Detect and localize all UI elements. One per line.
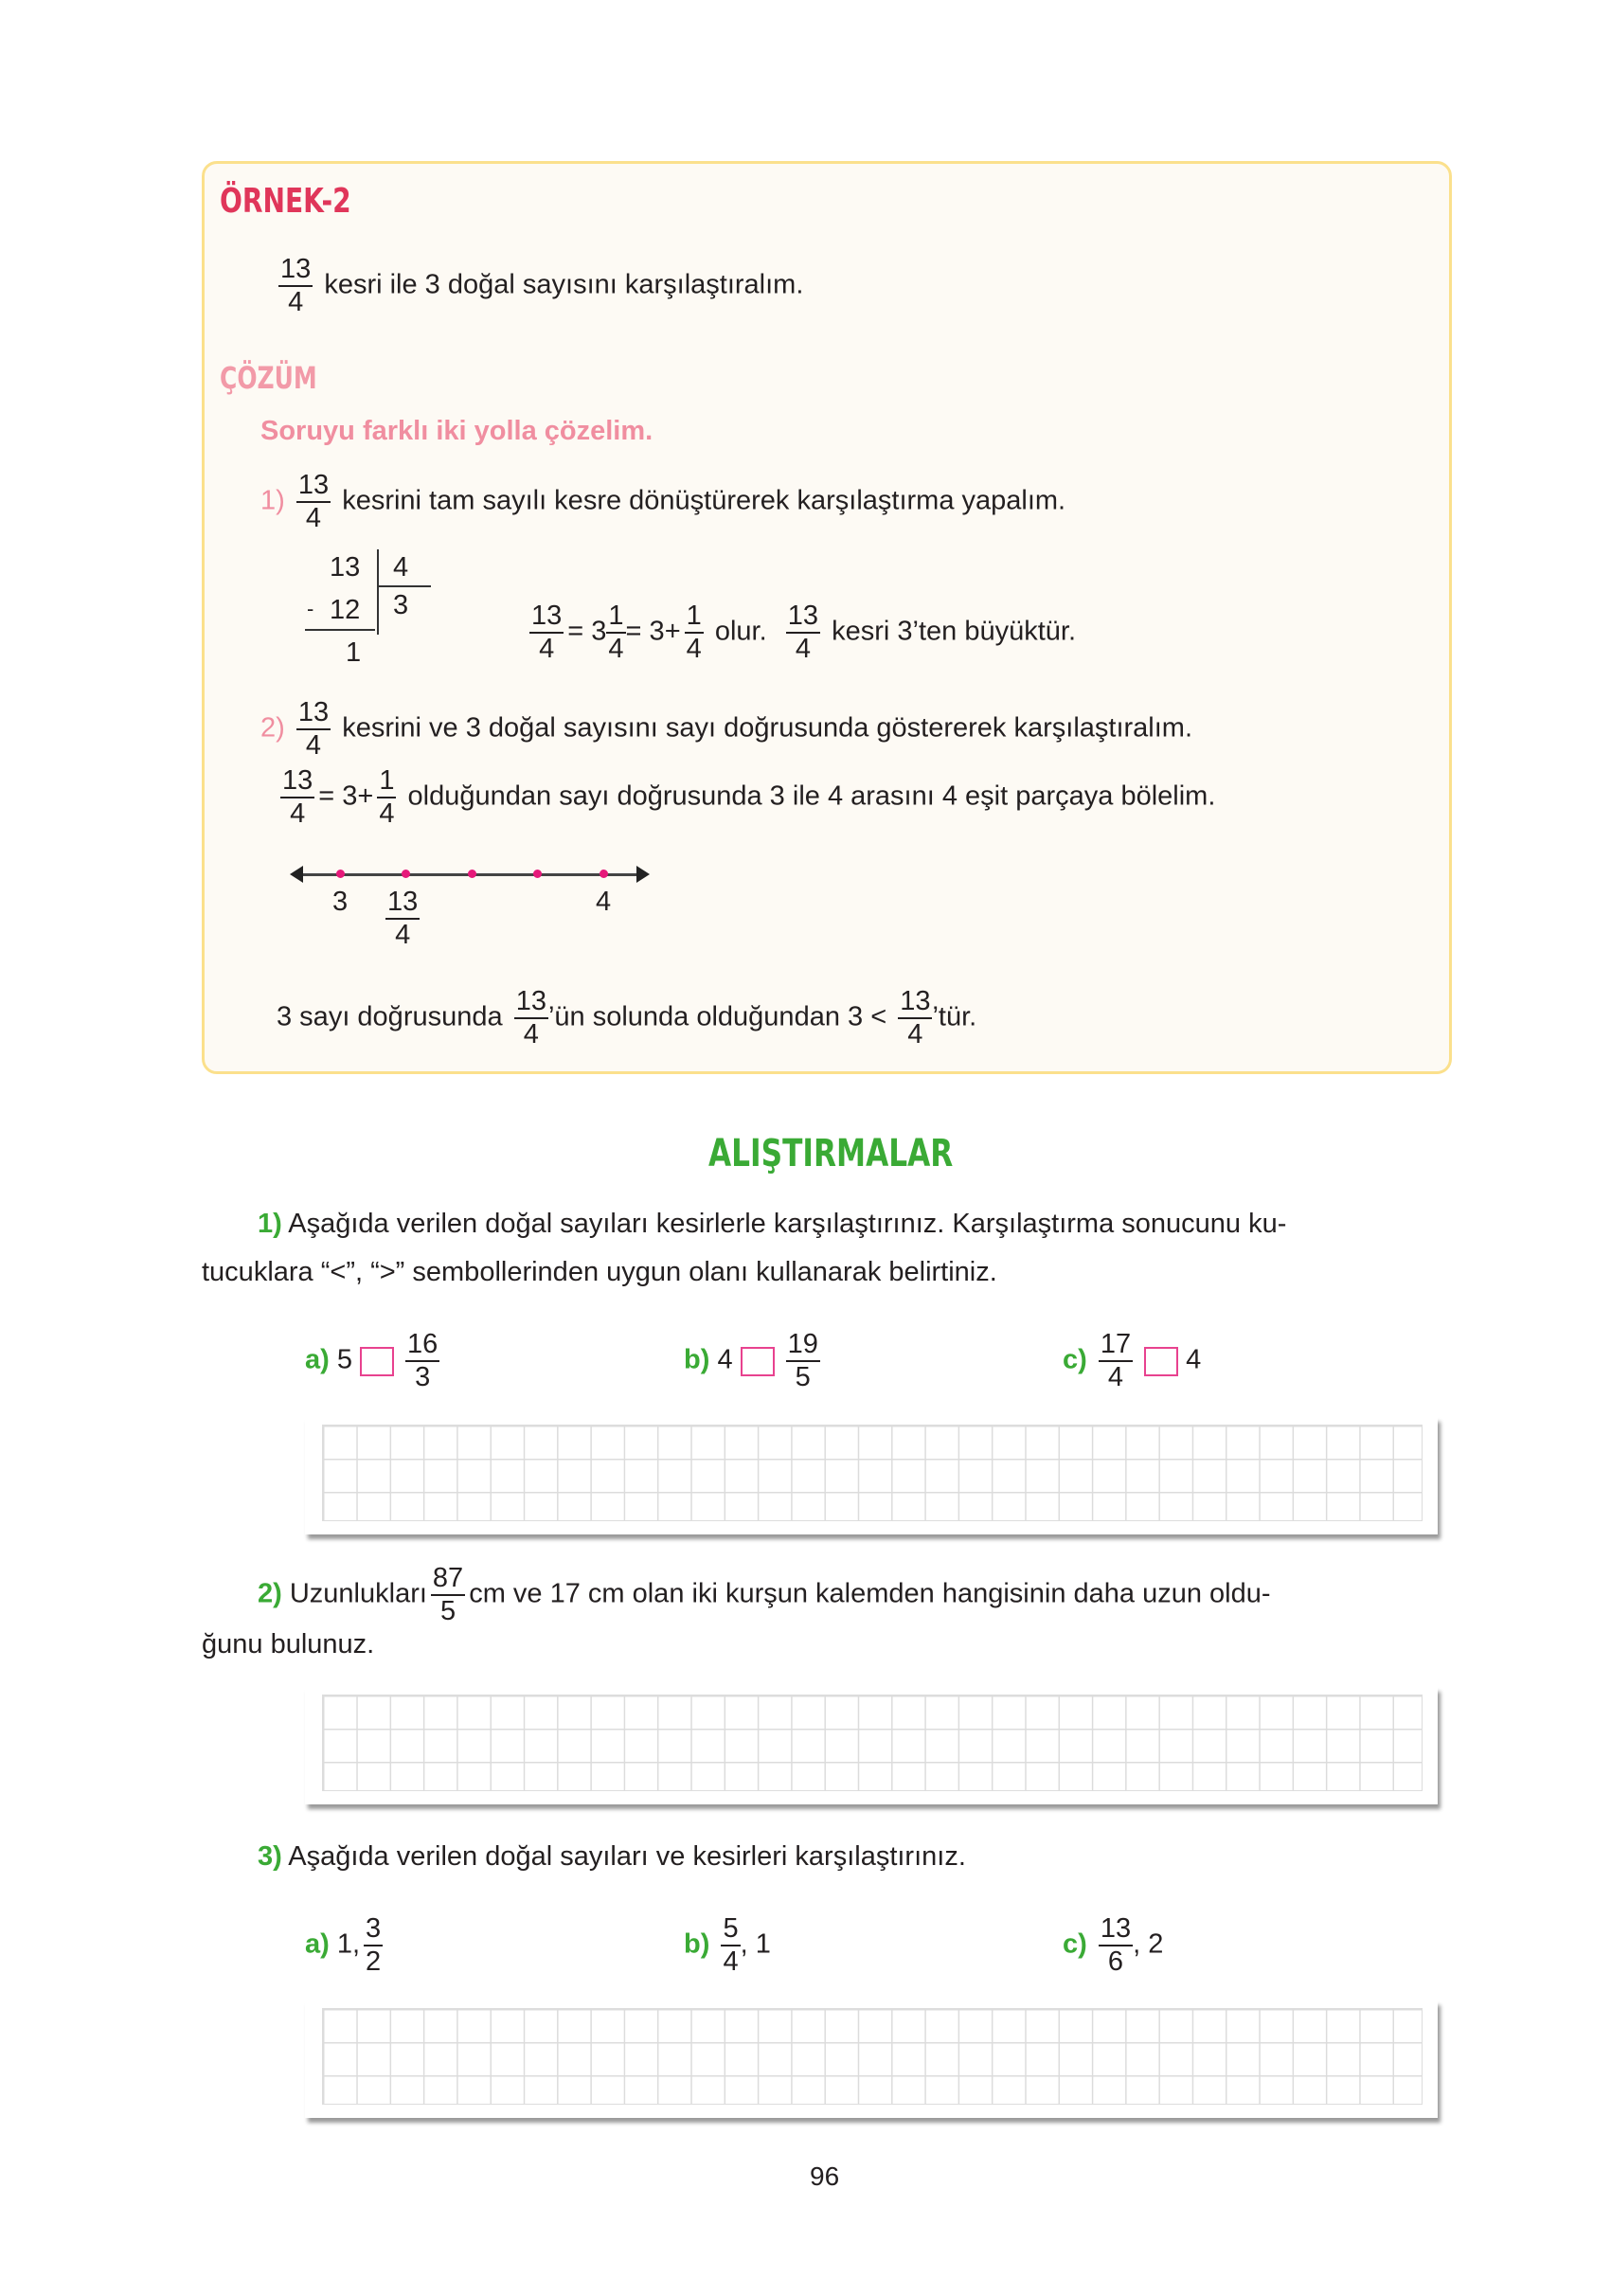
numerator: 87 bbox=[431, 1565, 465, 1596]
fraction bbox=[405, 1331, 439, 1391]
numerator: 19 bbox=[786, 1331, 820, 1362]
denominator: 4 bbox=[608, 634, 624, 664]
grid-paper bbox=[322, 1425, 1423, 1521]
fraction bbox=[385, 888, 420, 949]
fraction bbox=[377, 767, 396, 828]
tick-dot bbox=[402, 870, 410, 878]
numerator: 1 bbox=[685, 602, 704, 634]
three: 3 bbox=[342, 780, 358, 812]
denominator: 4 bbox=[723, 1946, 739, 1977]
exercise-3c bbox=[1063, 1915, 1163, 1976]
fraction bbox=[529, 602, 564, 663]
tick-dot bbox=[600, 870, 608, 878]
numerator: 1 bbox=[606, 602, 625, 634]
product: 12 bbox=[330, 595, 361, 625]
answer-grid-2[interactable] bbox=[305, 1687, 1438, 1804]
exercise-1a bbox=[305, 1331, 443, 1391]
plus: + bbox=[357, 780, 374, 812]
solution-intro: Soruyu farklı iki yolla çözelim. bbox=[260, 416, 653, 446]
number: , 1 bbox=[740, 1928, 771, 1960]
division-bar bbox=[377, 549, 379, 635]
denominator: 6 bbox=[1107, 1946, 1124, 1977]
number-line-label-13-4 bbox=[385, 888, 420, 949]
whole-part: 3 bbox=[591, 616, 607, 647]
exercise-3 bbox=[258, 1843, 966, 1871]
fraction bbox=[685, 602, 704, 663]
fraction bbox=[786, 602, 820, 663]
numerator: 13 bbox=[898, 988, 932, 1019]
exercise-1-line2: tucuklara “<”, “>” sembollerinden uygun olanı kullanarak belirtiniz. bbox=[202, 1257, 997, 1287]
exercise-number: 3) bbox=[258, 1841, 282, 1872]
numerator: 13 bbox=[280, 767, 314, 798]
denominator: 2 bbox=[366, 1946, 382, 1977]
equals: = bbox=[567, 616, 584, 647]
denominator: 4 bbox=[288, 287, 304, 317]
numerator: 1 bbox=[377, 767, 396, 798]
denominator: 4 bbox=[686, 634, 702, 664]
exercise-3b bbox=[684, 1915, 771, 1976]
fraction bbox=[278, 256, 313, 316]
explanation-text: olduğundan sayı doğrusunda 3 ile 4 arasını 4 eşit parçaya bölelim. bbox=[407, 780, 1216, 812]
three: 3 bbox=[649, 616, 665, 647]
number: 4 bbox=[717, 1344, 733, 1375]
exercise-2-line1 bbox=[258, 1565, 1271, 1625]
step-1 bbox=[260, 472, 1065, 532]
item-label: c) bbox=[1063, 1344, 1087, 1375]
conclusion-text: 3 sayı doğrusunda bbox=[277, 1001, 503, 1032]
conclusion bbox=[277, 988, 976, 1049]
denominator: 3 bbox=[415, 1362, 431, 1392]
fraction bbox=[296, 699, 331, 760]
denominator: 4 bbox=[305, 730, 322, 761]
tick-dot bbox=[336, 870, 345, 878]
answer-box[interactable] bbox=[741, 1347, 775, 1376]
numerator: 13 bbox=[296, 699, 331, 730]
step-text: kesrini ve 3 doğal sayısını sayı doğrusunda göstererek karşılaştıralım. bbox=[342, 712, 1192, 744]
numerator: 17 bbox=[1099, 1331, 1133, 1362]
denominator: 5 bbox=[439, 1596, 456, 1626]
example-title: ÖRNEK-2 bbox=[220, 182, 351, 221]
example-question bbox=[275, 256, 803, 316]
numerator: 13 bbox=[278, 256, 313, 287]
item-label: c) bbox=[1063, 1928, 1087, 1960]
denominator: 4 bbox=[523, 1019, 539, 1049]
fraction bbox=[721, 1915, 740, 1976]
item-label: b) bbox=[684, 1344, 710, 1375]
olur-text: olur. bbox=[714, 616, 767, 647]
numerator: 13 bbox=[296, 472, 331, 503]
step-number: 1) bbox=[260, 485, 285, 516]
numerator: 3 bbox=[364, 1915, 383, 1946]
remainder: 1 bbox=[346, 637, 362, 668]
divisor: 4 bbox=[393, 552, 409, 583]
denominator: 4 bbox=[305, 503, 322, 533]
conclusion-text: ’tür. bbox=[932, 1001, 977, 1032]
exercise-1c bbox=[1063, 1331, 1201, 1391]
minus-sign: - bbox=[307, 597, 314, 620]
denominator: 4 bbox=[395, 920, 411, 950]
page-number: 96 bbox=[810, 2161, 840, 2191]
number: 1, bbox=[336, 1928, 361, 1960]
denominator: 4 bbox=[795, 634, 811, 664]
exercise-number: 2) bbox=[258, 1578, 282, 1609]
number-line-label-4: 4 bbox=[596, 887, 612, 917]
numerator: 13 bbox=[1099, 1915, 1133, 1946]
fraction bbox=[280, 767, 314, 828]
answer-grid-3[interactable] bbox=[305, 2000, 1438, 2118]
numerator: 5 bbox=[721, 1915, 740, 1946]
question-text: kesri ile 3 doğal sayısını karşılaştıralım. bbox=[324, 269, 804, 300]
item-label: a) bbox=[305, 1344, 330, 1375]
answer-box[interactable] bbox=[1144, 1347, 1178, 1376]
arrow-right-icon bbox=[636, 866, 650, 883]
tick-dot bbox=[533, 870, 542, 878]
mixed-number-equation bbox=[526, 602, 1076, 663]
fraction bbox=[296, 472, 331, 532]
number-line bbox=[295, 873, 644, 876]
exercise-text: cm ve 17 cm olan iki kurşun kalemden hangisinin daha uzun oldu- bbox=[469, 1578, 1271, 1609]
fraction bbox=[898, 988, 932, 1049]
step-text: kesrini tam sayılı kesre dönüştürerek karşılaştırma yapalım. bbox=[342, 485, 1066, 516]
fraction bbox=[431, 1565, 465, 1625]
numerator: 13 bbox=[786, 602, 820, 634]
denominator: 4 bbox=[907, 1019, 923, 1049]
solution-label: ÇÖZÜM bbox=[220, 360, 317, 396]
number: 5 bbox=[336, 1344, 352, 1375]
exercise-1-line1 bbox=[258, 1211, 1286, 1238]
answer-box[interactable] bbox=[360, 1347, 394, 1376]
tick-dot bbox=[468, 870, 476, 878]
quotient-line bbox=[377, 585, 431, 587]
arrow-left-icon bbox=[290, 866, 303, 883]
fraction bbox=[514, 988, 548, 1049]
grid-paper bbox=[322, 1695, 1423, 1791]
fraction bbox=[1099, 1915, 1133, 1976]
grid-paper bbox=[322, 2008, 1423, 2105]
result-text: kesri 3’ten büyüktür. bbox=[832, 616, 1077, 647]
number-line-label-3: 3 bbox=[332, 887, 349, 917]
exercise-text: Uzunlukları bbox=[289, 1578, 427, 1609]
numerator: 13 bbox=[385, 888, 420, 920]
numerator: 13 bbox=[529, 602, 564, 634]
exercise-text: Aşağıda verilen doğal sayıları ve kesirleri karşılaştırınız. bbox=[288, 1841, 966, 1872]
item-label: a) bbox=[305, 1928, 330, 1960]
denominator: 4 bbox=[539, 634, 555, 664]
numerator: 13 bbox=[514, 988, 548, 1019]
plus: + bbox=[664, 616, 681, 647]
fraction bbox=[1099, 1331, 1133, 1391]
denominator: 4 bbox=[1107, 1362, 1124, 1392]
exercise-1b bbox=[684, 1331, 824, 1391]
answer-grid-1[interactable] bbox=[305, 1417, 1438, 1534]
numerator: 16 bbox=[405, 1331, 439, 1362]
exercises-title: ALIŞTIRMALAR bbox=[708, 1132, 954, 1175]
fraction bbox=[786, 1331, 820, 1391]
fraction bbox=[606, 602, 625, 663]
dividend: 13 bbox=[330, 552, 361, 583]
number: 4 bbox=[1186, 1344, 1202, 1375]
denominator: 5 bbox=[795, 1362, 811, 1392]
equals: = bbox=[625, 616, 642, 647]
equals: = bbox=[318, 780, 335, 812]
split-equation bbox=[277, 767, 1215, 828]
exercise-2-line2: ğunu bulunuz. bbox=[202, 1629, 375, 1659]
number: , 2 bbox=[1133, 1928, 1164, 1960]
conclusion-text: ’ün solunda olduğundan 3 < bbox=[547, 1001, 887, 1032]
exercise-number: 1) bbox=[258, 1209, 282, 1239]
denominator: 4 bbox=[379, 798, 395, 829]
denominator: 4 bbox=[290, 798, 306, 829]
exercise-text: Aşağıda verilen doğal sayıları kesirlerle karşılaştırınız. Karşılaştırma sonucunu ku- bbox=[288, 1209, 1287, 1239]
step-2 bbox=[260, 699, 1192, 760]
exercise-3a bbox=[305, 1915, 386, 1976]
fraction bbox=[364, 1915, 383, 1976]
quotient: 3 bbox=[393, 590, 409, 620]
subtraction-line bbox=[305, 629, 375, 631]
step-number: 2) bbox=[260, 712, 285, 744]
item-label: b) bbox=[684, 1928, 710, 1960]
